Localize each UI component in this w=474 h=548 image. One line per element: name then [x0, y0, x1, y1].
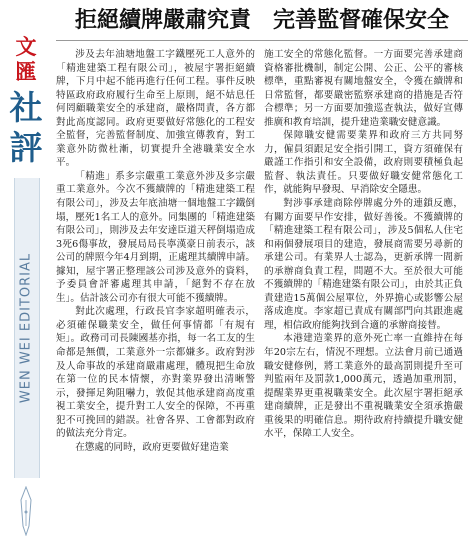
paragraph: 對涉事承建商除停牌處分外的連鎖反應，有關方面要早作安排，做好善後。不獲續牌的「精進建築工程有限公司」，涉及5個私人住宅和兩個發展項目的建造，發展商需要另尋新的承建公司。有業界人士認為，更新承牌一間新的承辦商負責工程，問題不大。至於很大可能不獲續牌的「精進建築有限公司」，由於其正負責建造15萬個公屋單位，外界擔心或影響公屋落成進度。李家超已責成有關部門向其跟進處理，相信政府能夠找到合適的承辦商接替。 [264, 198, 463, 331]
headline: 拒絕續牌嚴肅究責 完善監督確保安全 [74, 8, 449, 33]
paragraph: 保障職安健需要業界和政府三方共同努力，僱員須跟足安全指引開工，資方須確保有嚴謹工作指引和安全設備，政府則要積極負起監督、執法責任。只要做好職安健常態化工作，就能夠早發現、早消除安全隱患。 [264, 130, 463, 196]
fountain-pen-icon [18, 486, 34, 536]
brand-logo: 文匯 [15, 34, 37, 84]
headline-divider [56, 40, 468, 41]
paragraph: 「精進」系多宗嚴重工業意外涉及多宗嚴重工業意外。今次不獲續牌的「精進建築工程有限公司」，涉及去年底油塘一個地盤工字鐵倒塌，壓死1名工人的意外。同集團的「精進建築有限公司」，則涉及去年安達臣道天秤倒塌造成3死6傷事故，發展局局長寧漢豪日前表示，該公司的牌照今年4月到期，正處理其續牌申請。據知，屋宇署正整理該公司涉及意外的資料，予委員會評審處理其申請，「絕對不存在放生」。估計該公司亦有很大可能不獲續牌。 [56, 170, 255, 304]
paragraph: 本港建造業界的意外死亡率一直維持在每年20宗左右，情況不理想。立法會月前已通過職安健修例，將工業意外的最高罰則提升至可判監兩年及罰款1,000萬元，透過加重刑罰，提醒業界更重視職業安全。此次屋宇署拒絕承建商續牌，正是發出不重視職業安全須承擔嚴重後果的明確信息。期待政府持續提升職安健水平，保障工人安全。 [264, 333, 463, 440]
article-column-left [56, 48, 255, 454]
paragraph: 涉及去年油塘地盤工字鐵壓死工人意外的「精進建築工程有限公司」，被屋宇署拒絕續牌，下月中起不能再進行任何工程。事件反映特區政府政府履行生命至上原則，絕不姑息任何罔顧職業安全的承建商，嚴格問責，各方都對此高度認同。政府更要做好常態化的工程安全監督，完善監督制度、加強宣傳教育，對工業意外防微杜漸，切實提升全港職業安全水平。 [56, 49, 255, 169]
section-title: 社評 [9, 88, 43, 167]
article-column-right [264, 48, 463, 441]
paragraph: 施工安全的常態化監督。一方面要完善承建商資格審批機制，制定公開、公正、公平的審核標準，重點審視有關地盤安全，令獲在續牌和日常監督，都要嚴密監察承建商的措施是否符合標準；另一方面要加強巡查執法，做好宣傳推廣和教育培訓，提升建造業職安健意識。 [264, 49, 463, 128]
paragraph: 對此次處理，行政長官李家超明確表示，必須確保職業安全，做任何事情都「有規有矩」。政務司司長陳國基亦指，每一名工友的生命都是無價，工業意外一宗都嫌多。政府對涉及人命事故的承建商嚴肅處理，體現把生命放在第一位的民本情懷，亦對業界發出清晰警示，發揮足夠阻嚇力，敦促其他承建商高度重視工業安全，提升對工人安全的保障，不再重犯不可挽回的錯誤。社會各界、工會都對政府的做法充分肯定。 [56, 306, 255, 440]
editorial-masthead [0, 0, 50, 548]
english-label [14, 178, 38, 478]
english-label-text: WEN WEI EDITORIAL [18, 252, 34, 404]
paragraph: 在懲處的同時，政府更要做好建造業 [75, 441, 229, 453]
